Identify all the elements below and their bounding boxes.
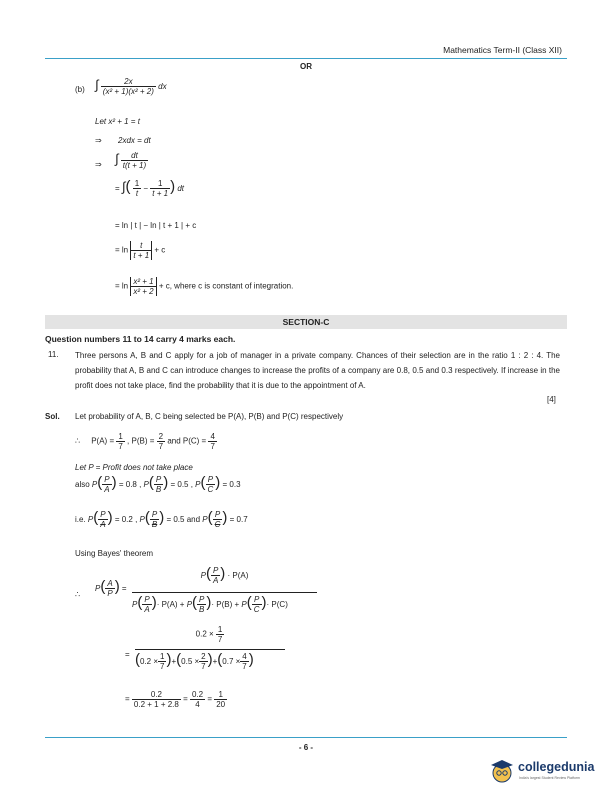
footer-divider <box>45 737 567 738</box>
bayes-denominator: P( $\frac{P}{A}$ )· P(A) + P( $\frac{P}{B}$ )· P(B) + P( $\frac{P}{C}$ )· P(C) <box>132 594 288 615</box>
conditional-probabilities-also: also P( $\frac{P}{A}$ ) = 0.8 , P( $\frac{P}{B}$ ) = 0.5 , P( $\frac{P}{C}$ ) = 0.3 <box>75 474 241 495</box>
bayes-fraction-bar <box>132 592 317 593</box>
part-b-label: (b) <box>75 85 85 94</box>
question-marks: [4] <box>547 395 556 404</box>
solution-label: Sol. <box>45 412 60 421</box>
step-3: = ∫( $\frac{1}{t}$ − $\frac{1}{t + 1}$ ) dt <box>115 178 184 199</box>
equals-1: = <box>125 650 130 659</box>
bayes-numerator: P( $\frac{P}{A}$ ) · P(A) <box>200 565 249 586</box>
question-text: Three persons A, B and C apply for a job of manager in a private company. Chances of their selection are in the ratio 1 : 2 : 4. The probability that A, B and C can introduce changes to increase the profits of a company are 0.8, 0.5 and 0.3 respectively. If increase in the profit does not take place, find the probability that it is due to the appointment of A. <box>75 351 560 390</box>
marks-instruction: Question numbers 11 to 14 carry 4 marks each. <box>45 334 236 344</box>
calc-numerator: 0.2 × $\frac{1}{7}$ <box>195 625 223 644</box>
step-4: = ln | t | − ln | t + 1 | + c <box>115 221 197 230</box>
bayes-theorem-label: Using Bayes' theorem <box>75 549 154 558</box>
logo-text: collegedunia <box>518 760 595 774</box>
header-divider <box>45 58 567 59</box>
final-result: = $\frac{0.2}{0.2 + 1 + 2.8}$ = $\frac{0.2}{4}$ = $\frac{1}{20}$ <box>125 690 226 709</box>
question-number: 11. <box>48 350 59 359</box>
step-5: = ln $\frac{t}{t + 1}$ + c <box>115 241 166 260</box>
page-number: - 6 - <box>298 743 314 752</box>
logo-tagline: India's largest Student Review Platform <box>519 776 580 780</box>
bayes-lhs: P( $\frac{A}{P}$ ) = <box>95 578 127 599</box>
let-p-definition: Let P = Profit does not take place <box>75 463 193 472</box>
integral-line-1: ∫ $\frac{2x}{\text{(x² + 1)(x² + 2)}}$ dx <box>95 77 167 97</box>
step-1: 2xdx = dt <box>118 136 151 145</box>
step-2: ∫ $\frac{dt}{t(t + 1)}$ <box>115 151 147 171</box>
calc-denominator: (0.2 × $\frac{1}{7}$ )+(0.5 × $\frac{2}{7}$ )+(0.7 × $\frac{4}{7}$ ) <box>135 651 254 672</box>
collegedunia-logo <box>489 757 604 785</box>
step-6: = ln $\frac{\text{x² + 1}}{\text{x² + 2}}$ + c, where c is constant of integration. <box>115 277 294 296</box>
complement-probabilities: i.e. P( $\frac{P}{A}$ ) = 0.2 , P( $\frac{P}{B}$ ) = 0.5 and P( $\frac{P}{C}$ ) = 0.7 <box>75 509 248 530</box>
header-title: Mathematics Term-II (Class XII) <box>443 45 562 55</box>
therefore-symbol: ∴ <box>75 590 81 599</box>
implies-arrow-1: ⇒ <box>95 136 102 145</box>
substitution-let: Let x² + 1 = t <box>95 117 140 126</box>
calc-fraction-bar <box>135 649 285 650</box>
section-c-header: SECTION-C <box>45 315 567 329</box>
probability-values: ∴ P(A) = $\frac{1}{7}$ , P(B) = $\frac{2}{7}$ and P(C) = $\frac{4}{7}$ <box>75 432 215 451</box>
implies-arrow-2: ⇒ <box>95 160 102 169</box>
solution-intro: Let probability of A, B, C being selected be P(A), P(B) and P(C) respectively <box>75 412 344 421</box>
or-label: OR <box>300 62 312 71</box>
graduate-cap-icon <box>489 758 515 784</box>
